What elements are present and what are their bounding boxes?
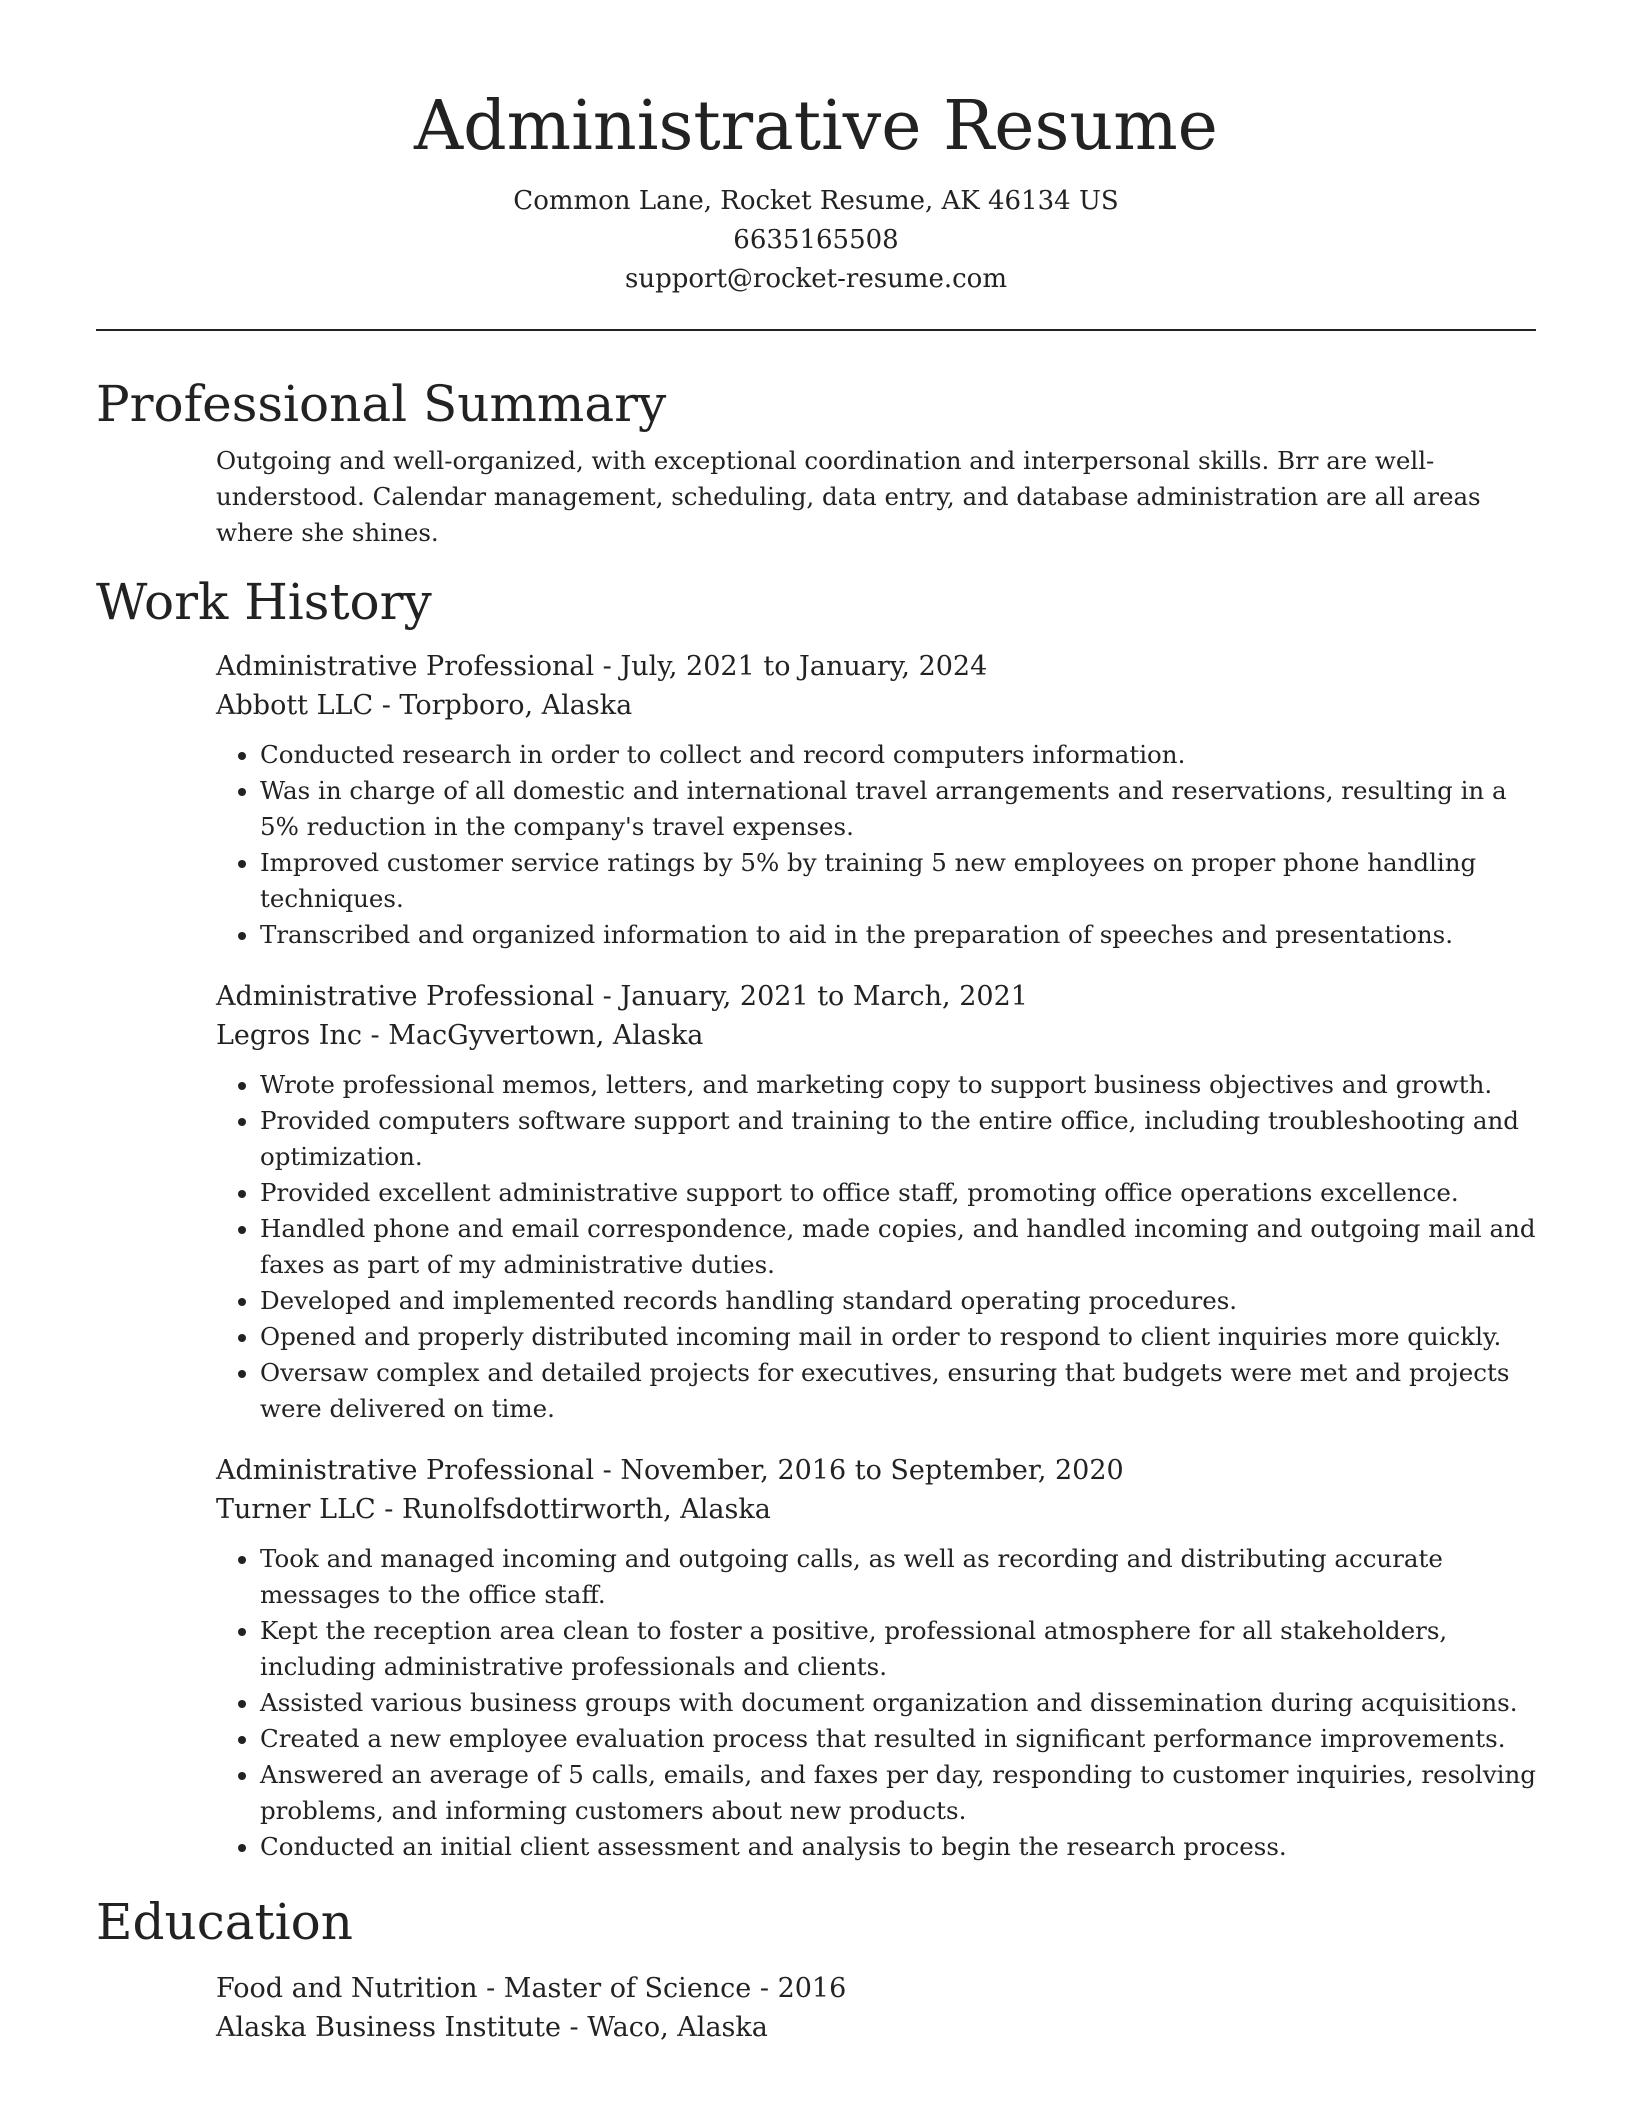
job-bullet: • Wrote professional memos, letters, and marketing copy to support business objectives and growth.: [260, 1067, 1536, 1103]
contact-email: support@rocket-resume.com: [624, 264, 1007, 294]
contact-phone: 6635165508: [733, 225, 899, 255]
job-bullets: [216, 737, 1536, 953]
job-title: Administrative Professional - November, 2016 to September, 2020: [216, 1455, 1124, 1486]
job-employer: Abbott LLC - Torpboro, Alaska: [216, 690, 633, 721]
resume-header: [96, 0, 1536, 299]
job-bullet: • Provided computers software support and training to the entire office, including troubleshooting and optimization.: [260, 1103, 1536, 1175]
job-entry: [216, 647, 1536, 953]
job-bullet: • Created a new employee evaluation process that resulted in significant performance improvements.: [260, 1721, 1536, 1757]
job-bullet: • Opened and properly distributed incoming mail in order to respond to client inquiries more quickly.: [260, 1319, 1536, 1355]
education-degree: Food and Nutrition - Master of Science - 2016: [216, 1973, 847, 2004]
job-bullet: • Oversaw complex and detailed projects for executives, ensuring that budgets were met and projects were delivered on time.: [260, 1355, 1536, 1427]
job-bullet: • Developed and implemented records handling standard operating procedures.: [260, 1283, 1536, 1319]
summary-text: Outgoing and well-organized, with exceptional coordination and interpersonal skills. Brr are well-understood. Calendar management, scheduling, data entry, and database administration are all areas where she shines.: [216, 446, 1481, 547]
education-heading: Education: [96, 1893, 353, 1951]
job-bullet: • Conducted research in order to collect and record computers information.: [260, 737, 1536, 773]
job-entry: [216, 1451, 1536, 1865]
summary-section: [96, 369, 1536, 551]
resume-title: Administrative Resume: [414, 87, 1218, 166]
job-entry: [216, 977, 1536, 1427]
job-bullets: [216, 1541, 1536, 1865]
job-bullet: • Improved customer service ratings by 5% by training 5 new employees on proper phone handling techniques.: [260, 845, 1536, 917]
education-section: [96, 1887, 1536, 2047]
job-bullet: • Conducted an initial client assessment and analysis to begin the research process.: [260, 1829, 1536, 1865]
job-bullet: • Was in charge of all domestic and international travel arrangements and reservations, resulting in a 5% reduction in the company's travel expenses.: [260, 773, 1536, 845]
education-entry: [216, 1969, 1536, 2047]
job-employer: Turner LLC - Runolfsdottirworth, Alaska: [216, 1494, 771, 1525]
job-employer: Legros Inc - MacGyvertown, Alaska: [216, 1020, 704, 1051]
work-history-section: [96, 567, 1536, 1865]
resume-page: [96, 0, 1536, 2047]
education-school: Alaska Business Institute - Waco, Alaska: [216, 2012, 768, 2043]
job-title: Administrative Professional - January, 2021 to March, 2021: [216, 981, 1028, 1012]
job-bullet: • Took and managed incoming and outgoing calls, as well as recording and distributing accurate messages to the office staff.: [260, 1541, 1536, 1613]
header-divider: [96, 329, 1536, 331]
job-bullet: • Provided excellent administrative support to office staff, promoting office operations excellence.: [260, 1175, 1536, 1211]
job-bullets: [216, 1067, 1536, 1427]
job-bullet: • Answered an average of 5 calls, emails, and faxes per day, responding to customer inquiries, resolving problems, and informing customers about new products.: [260, 1757, 1536, 1829]
contact-address: Common Lane, Rocket Resume, AK 46134 US: [513, 186, 1119, 216]
job-title: Administrative Professional - July, 2021 to January, 2024: [216, 651, 988, 682]
job-bullet: • Kept the reception area clean to foster a positive, professional atmosphere for all stakeholders, including administrative professionals and clients.: [260, 1613, 1536, 1685]
contact-info: [96, 182, 1536, 299]
job-bullet: • Handled phone and email correspondence, made copies, and handled incoming and outgoing mail and faxes as part of my administrative duties.: [260, 1211, 1536, 1283]
job-bullet: • Assisted various business groups with document organization and dissemination during acquisitions.: [260, 1685, 1536, 1721]
work-history-heading: Work History: [96, 573, 432, 631]
summary-heading: Professional Summary: [96, 375, 667, 433]
job-bullet: • Transcribed and organized information to aid in the preparation of speeches and presentations.: [260, 917, 1536, 953]
